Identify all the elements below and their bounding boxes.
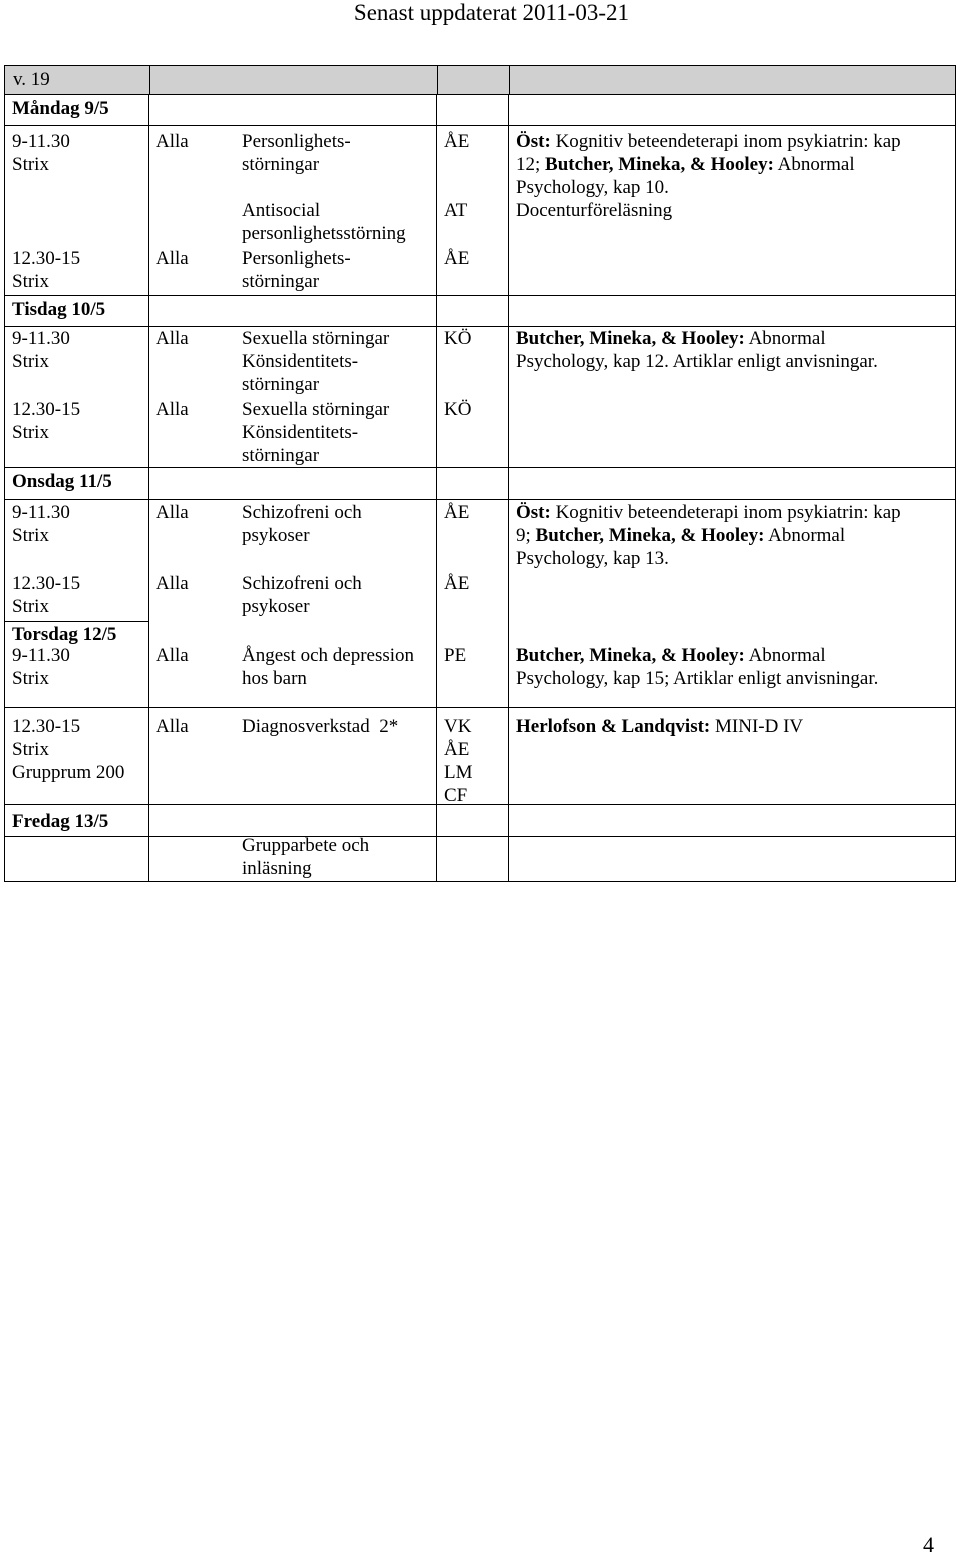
week-label: v. 19 [13,69,50,90]
week-header-row [4,65,956,95]
reading-cell: Butcher, Mineka, & Hooley: Abnormal Psychology, kap 15; Artiklar enligt anvisningar. [516,645,879,689]
reading-cell: Butcher, Mineka, & Hooley: Abnormal Psychology, kap 12. Artiklar enligt anvisningar. [516,328,878,372]
topic-cell: Personlighets- störningar Antisocial personlighetsstörning [242,131,406,244]
group-cell: Alla [156,328,189,349]
teacher-cell: ÅE [444,502,470,523]
table-row-time: 12.30-15 Strix Grupprum 200 [12,716,125,783]
table-row-time: 12.30-15 Strix [12,399,81,443]
teacher-cell: PE [444,645,467,666]
teacher-cell: KÖ [444,328,472,349]
topic-cell: Schizofreni och psykoser [242,502,362,546]
day-heading-friday: Fredag 13/5 [12,811,109,832]
group-cell: Alla [156,399,189,420]
topic-cell: Sexuella störningar Könsidentitets- störningar [242,399,390,466]
group-cell: Alla [156,248,189,269]
topic-cell: Ångest och depression hos barn [242,645,415,689]
table-row-time: 12.30-15 Strix [12,248,81,292]
group-cell: Alla [156,645,189,666]
group-cell: Alla [156,573,189,594]
topic-cell: Grupparbete och inläsning [242,835,370,879]
topic-cell: Diagnosverkstad 2* [242,716,399,737]
teacher-cell: KÖ [444,399,472,420]
group-cell: Alla [156,131,189,152]
teacher-cell: VK ÅE LM CF [444,716,473,806]
day-heading-thursday: Torsdag 12/5 [12,624,117,645]
topic-cell: Sexuella störningar Könsidentitets- störningar [242,328,390,395]
schedule-table-lower [4,707,956,882]
page-number: 4 [923,1532,934,1557]
day-heading-monday: Måndag 9/5 [12,98,109,119]
reading-cell: Öst: Kognitiv beteendeterapi inom psykiatrin: kap 12; Butcher, Mineka, & Hooley: Abnormal Psychology, kap 10. Docenturföreläsning [516,131,901,221]
reading-cell: Herlofson & Landqvist: MINI-D IV [516,716,804,737]
group-cell: Alla [156,716,189,737]
table-row-time: 9-11.30 Strix [12,502,70,546]
reading-cell: Öst: Kognitiv beteendeterapi inom psykiatrin: kap 9; Butcher, Mineka, & Hooley: Abnormal Psychology, kap 13. [516,502,901,569]
table-row-time: 9-11.30 Strix [12,645,70,689]
day-heading-tuesday: Tisdag 10/5 [12,299,106,320]
teacher-cell: ÅE [444,131,470,152]
day-heading-wednesday: Onsdag 11/5 [12,471,112,492]
group-cell: Alla [156,502,189,523]
topic-cell: Personlighets- störningar [242,248,351,292]
table-row-time: 12.30-15 Strix [12,573,81,617]
teacher-cell: ÅE [444,248,470,269]
teacher-cell: AT [444,200,468,221]
teacher-cell: ÅE [444,573,470,594]
table-row-time: 9-11.30 Strix [12,131,70,175]
table-row-time: 9-11.30 Strix [12,328,70,372]
topic-cell: Schizofreni och psykoser [242,573,362,617]
last-updated-header: Senast uppdaterat 2011-03-21 [353,0,629,25]
